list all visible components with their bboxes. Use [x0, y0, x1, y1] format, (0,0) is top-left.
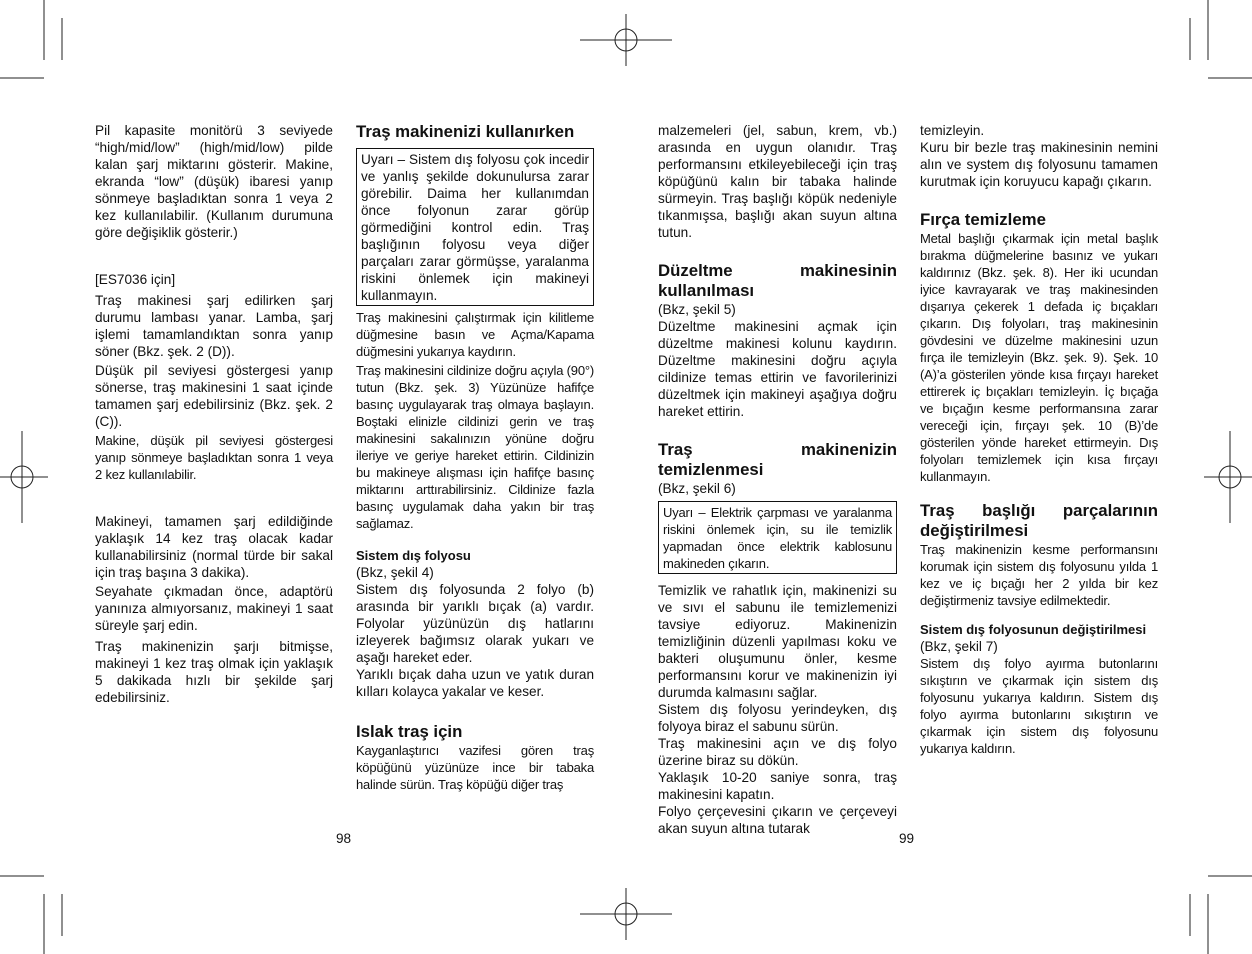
paragraph: Makineyi, tamamen şarj edildiğinde yaklaşık 14 kez traş olacak kadar kullanabilirsiniz (normal türde bir sakal için traş başına 3 dakika). [95, 514, 333, 580]
paragraph: Traş makinenizin kesme performansını korumak için sistem dış folyosunu yılda 1 kez ve iç bıçağı her 2 yılda bir kez değiştirmeniz tavsiye edilmektedir. [920, 542, 1158, 608]
paragraph: Pil kapasite monitörü 3 seviyede “high/mid/low” (high/mid/low) pilde kalan şarj miktarını gösterir. Makine, ekranda “low” (düşük) ibaresi yanıp sönmeye başladıktan sonra 1 veya 2 kez kullanılabilir. (Kullanım durumuna göre değişiklik gösterir.) [95, 123, 333, 240]
paragraph: Traş makinesini cildinize doğru açıyla (90°) tutun (Bkz. şek. 3) Yüzünüze hafifçe basınç uygulayarak traş olmaya başlayın. Boştaki elinizle cildinizi gerin ve traş makinesini sakalınızın yönüne doğru ileriye ve geriye hareket ettirin. Cildinizin bu makineye alışması için hafifçe basınç miktarını arttırabilirsiniz. Cildinize fazla basınç uygulamak daha yakın bir traş sağlamaz. [356, 363, 594, 531]
paragraph: Sistem dış folyo ayırma butonlarını sıkıştırın ve çıkarmak için sistem dış folyosunu yukarıya kaldırın. Sistem dış folyo ayırma butonlarını sıkıştırın ve çıkarmak için sistem dış folyosunu yukarıya kaldırın. [920, 656, 1158, 756]
subheading: Sistem dış folyosu [356, 548, 471, 563]
page-number-left: 98 [336, 831, 352, 846]
column-3 [658, 122, 897, 837]
section-heading: Traş makinenizi kullanırken [356, 122, 575, 141]
paragraph: Metal başlığı çıkarmak için metal başlık bırakma düğmelerine basınız ve yukarı kaldırınız (Bkz. şek. 8). Her iki ucundan iyice kavrayarak ve traş makinesinden dışarıya çekerek 1 defada iç bıçakları çıkarın. Dış folyoları, traş makinesinin gövdesini ve düzelme makinesini uzun fırça ile temizleyin (Bkz. şek. 9). Şek. 10 (A)’a gösterilen yönde kısa fırçayı hareket ettirerek iç bıçakları temizleyin. İç bıçağa ve bıçağın kesme performansına zarar vereceği için, fırçayı şek. 10 (B)’de gösterilen yönde hareket ettirmeyin. Dış folyoları temizlemek için kısa fırçayı kullanmayın. [920, 231, 1158, 484]
paragraph: temizleyin. [920, 123, 985, 138]
paragraph: Seyahate çıkmadan önce, adaptörü yanınıza almıyorsanız, makineyi 1 saat süreyle şarj edin. [95, 584, 333, 633]
section-heading: Traş makinenizin temizlenmesi [658, 440, 897, 479]
column-2 [356, 122, 594, 793]
paragraph: Düşük pil seviyesi göstergesi yanıp sönerse, traş makinesini 1 saat içinde tamamen şarj edebilirsiniz (Bkz. şek. 2 (C)). [95, 363, 333, 429]
section-heading: Islak traş için [356, 722, 463, 741]
warning-box: Uyarı – Sistem dış folyosu çok incedir ve yanlış şekilde dokunulursa zarar görebilir. Daima her kullanımdan önce folyonun zarar görüp görmediğini kontrol edin. Traş başlığının folyosu veya diğer parçaları zarar görmüşse, yaralanma riskini önlemek için makineyi kullanmayın. [356, 148, 594, 306]
figure-reference: (Bkz, şekil 6) [658, 481, 736, 496]
section-heading: Traş başlığı parçalarının değiştirilmesi [920, 501, 1158, 540]
paragraph: Traş makinesi şarj edilirken şarj durumu lambası yanar. Lamba, şarj işlemi tamamlandıktan sonra yanıp söner (Bkz. şek. 2 (D)). [95, 293, 333, 359]
paragraph: malzemeleri (jel, sabun, krem, vb.) arasında en uygun olanıdır. Traş performansını etkileyebileceği için traş köpüğünü kalın bir tabaka halinde sürmeyin. Traş başlığı köpük nedeniyle tıkanmışsa, başlığı akan suyun altına tutun. [658, 123, 897, 240]
paragraph: Yaklaşık 10-20 saniye sonra, traş makinesini kapatın. [658, 770, 897, 802]
section-heading: Düzeltme makinesinin kullanılması [658, 261, 897, 300]
column-1 [95, 122, 333, 706]
paragraph: Makine, düşük pil seviyesi göstergesi yanıp sönmeye başladıktan sonra 1 veya 2 kez kullanılabilir. [95, 433, 333, 482]
page-number-right: 99 [899, 831, 915, 846]
paragraph: Temizlik ve rahatlık için, makinenizi su ve sıvı el sabunu ile temizlemenizi tavsiye ediyoruz. Makinenizin temizliğinin düzenli yapılması koku ve bakteri oluşumunu önler, kesme performansını korur ve makinenizin iyi durumda kalmasını sağlar. [658, 583, 897, 700]
paragraph: Yarıklı bıçak daha uzun ve yatık duran kılları kolayca yakalar ve keser. [356, 667, 594, 699]
model-label: [ES7036 için] [95, 272, 176, 287]
paragraph: Traş makinesini açın ve dış folyo üzerine biraz su dökün. [658, 736, 897, 768]
section-heading: Fırça temizleme [920, 210, 1046, 229]
paragraph: Traş makinenizin şarjı bitmişse, makineyi 1 kez traş olmak için yaklaşık 5 dakikada hızlı bir şekilde şarj edebilirsiniz. [95, 639, 333, 705]
paragraph: Traş makinesini çalıştırmak için kilitleme düğmesine basın ve Açma/Kapama düğmesini yukarıya kaydırın. [356, 310, 594, 359]
figure-reference: (Bkz, şekil 4) [356, 565, 434, 580]
paragraph: Sistem dış folyosunda 2 folyo (b) arasında bir yarıklı bıçak (a) vardır. Folyolar yüzünüzün dış hatlarını izleyerek bağımsız olarak yukarı ve aşağı hareket eder. [356, 582, 594, 665]
figure-reference: (Bkz, şekil 5) [658, 302, 736, 317]
subheading: Sistem dış folyosunun değiştirilmesi [920, 622, 1147, 637]
warning-box: Uyarı – Elektrik çarpması ve yaralanma riskini önlemek için, su ile temizlik yapmadan önce elektrik kablosunu makineden çıkarın. [658, 501, 897, 574]
paragraph: Düzeltme makinesini açmak için düzeltme makinesi kolunu kaydırın. Düzeltme makinesini doğru açıyla cildinize temas ettirin ve favorilerinizi düzeltmek için makineyi aşağıya doğru hareket ettirin. [658, 319, 897, 419]
figure-reference: (Bkz, şekil 7) [920, 639, 998, 654]
column-4 [920, 122, 1158, 757]
paragraph: Folyo çerçevesini çıkarın ve çerçeveyi akan suyun altına tutarak [658, 804, 897, 836]
paragraph: Kuru bir bezle traş makinesinin nemini alın ve system dış folyosunu tamamen kurutmak için koruyucu kapağı çıkarın. [920, 140, 1158, 189]
paragraph: Kayganlaştırıcı vazifesi gören traş köpüğünü yüzünüze ince bir tabaka halinde sürün. Traş köpüğü diğer traş [356, 743, 594, 792]
paragraph: Sistem dış folyosu yerindeyken, dış folyoya biraz el sabunu sürün. [658, 702, 897, 734]
